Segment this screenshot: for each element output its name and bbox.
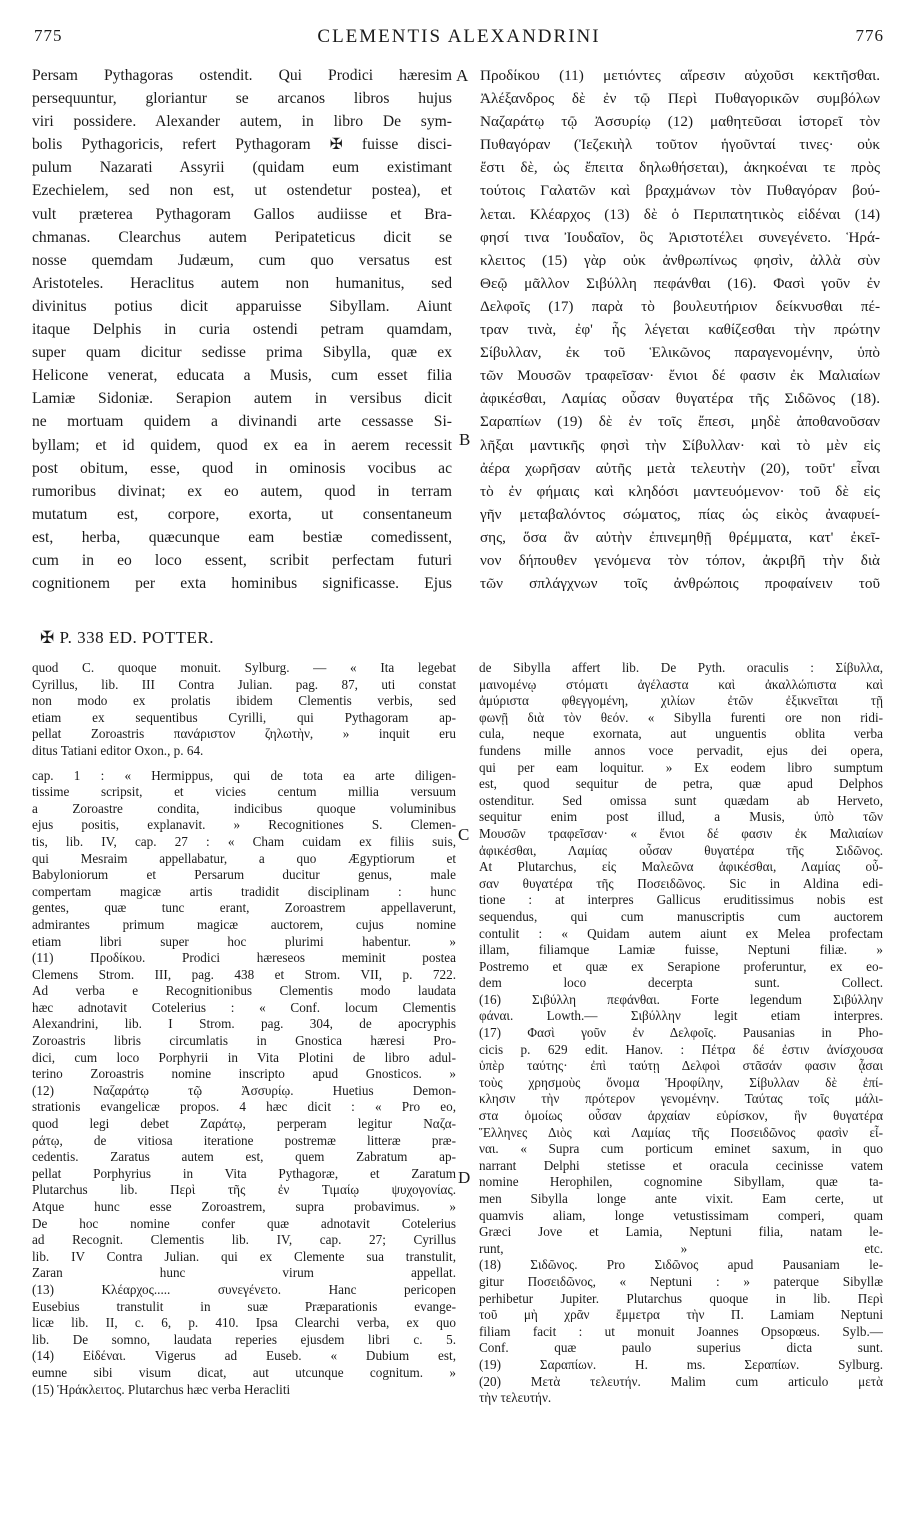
footnote-line: dici, cum loco Porphyrii in Vita Plotini de libro adul- <box>32 1049 456 1065</box>
footnote-line: tione : at interpres Gallicus eruditissimus nobis est <box>479 892 883 908</box>
latin-text-line: rumoribus divinat; ex eo autem, quod in terram <box>32 482 452 500</box>
section-marker-b: B <box>459 430 471 449</box>
footnote-line: μαινομένῳ στόματι ἀγέλαστα καὶ ἀκαλλώπιστα καὶ <box>479 676 883 692</box>
latin-text-line: divinitus potius dicit apparuisse Sibyllam. Aiunt <box>32 297 452 315</box>
latin-text-line: Aristoteles. Heraclitus autem non humanitus, sed <box>32 274 452 292</box>
latin-text-line: viri possidere. Alexander autem, in libro De sym- <box>32 113 452 131</box>
footnote-line: σαν θυγατέρα τῆς Ποσειδῶνος. Sic in Aldina edi- <box>479 875 883 891</box>
page-number-right: 776 <box>855 26 884 45</box>
footnote-line: Zoroastris libris circumlatis in Gnostica hæresi Pro- <box>32 1033 456 1049</box>
footnote-line: (14) Εἰδέναι. Vigerus ad Euseb. « Dubium est, <box>32 1348 456 1364</box>
greek-text-line: τραν τινὰ, ἐφ' ἧς λέγεται καθίζεσθαι τὴν πρώτην <box>480 321 880 339</box>
footnote-line: Conf. quæ paulo superius dicta sunt. <box>479 1340 883 1356</box>
latin-text-line: Persam Pythagoras ostendit. Qui Prodici hæresim <box>32 67 452 84</box>
footnote-line: narrant Delphi stetisse et oracula cecinisse vatem <box>479 1157 883 1173</box>
footnote-line: ράτῳ, de vitiosa iteratione postremæ litteræ præ- <box>32 1132 456 1148</box>
footnote-line: τὴν τελευτήν. <box>479 1390 552 1406</box>
footnote-line: cap. 1 : « Hermippus, qui de tota ea arte diligen- <box>32 767 456 783</box>
footnote-line: (13) Κλέαρχος..... συνεγένετο. Hanc pericopen <box>32 1281 456 1297</box>
footnote-line: fundens mille annos voce pervadit, ejus dei opera, <box>479 742 883 758</box>
footnote-line: men Sibylla longe ante vixit. Eam certe, ut <box>479 1191 883 1206</box>
footnote-line: terino Zoroastris nomine inscripto apud Gnosticos. » <box>32 1066 456 1082</box>
footnote-line: Atque hunc esse Zoroastrem, supra probavimus. » <box>32 1199 456 1214</box>
footnote-line: gitur Ποσειδῶνος, « Neptuni : » paterque Sibyllæ <box>479 1273 883 1289</box>
greek-text-line: ἔστι δὲ, ὡς ἔπειτα δηλωθήσεται), ἀκηκοέναι τε πρὸς <box>480 159 880 177</box>
footnote-line: Plutarchus lib. Περὶ τῆς ἐν Τιμαίῳ ψυχογονίας. <box>32 1182 456 1198</box>
footnotes-left-column <box>32 660 456 1398</box>
footnote-line: Ἕλληνες Διὸς καὶ Λαμίας τῆς Ποσειδῶνος φασὶν εἶ- <box>479 1124 883 1140</box>
greek-text-line: Πυθαγόραν (Ἰεζεκιὴλ τοῦτον ἡγοῦνταί τινες· οὐκ <box>480 136 880 154</box>
footnote-line: cula, neque exornata, aut unguentis oblita verba <box>479 726 883 742</box>
footnote-line: Ad verba e Recognitionibus Clementis modo laudata <box>32 983 456 999</box>
footnote-line: non modo ex prolatis ibidem Clementis verbis, sed <box>32 693 456 709</box>
footnote-line: gentes, quæ tunc erant, Zoroastrem appellaverunt, <box>32 900 456 916</box>
greek-text-line: τὸ ἐν φήμαις καὶ κληδόσι μαντευόμενον· τοῦ δὲ εἰς <box>480 482 880 500</box>
footnote-line: Babyloniorum et Persarum ducitur genus, male <box>32 867 456 883</box>
latin-text-line: mutatum est, corpore, exorta, ut consentaneum <box>32 505 452 523</box>
section-marker-d: D <box>458 1168 471 1187</box>
latin-text-line: est, herba, quæcunque eam bestiæ comedissent, <box>32 528 452 546</box>
footnote-line: runt, » etc. <box>479 1240 883 1256</box>
footnote-line: Zaran hunc virum appellat. <box>32 1265 456 1281</box>
footnote-line: Cyrillus, lib. III Contra Julian. pag. 87, uti constat <box>32 676 456 692</box>
footnote-line: (19) Σαραπίων. H. ms. Σεραπίων. Sylburg. <box>479 1356 883 1372</box>
latin-text-line: chmanas. Clearchus autem Peripateticus dicit se <box>32 228 452 246</box>
footnote-line: (20) Μετὰ τελευτήν. Malim cum articulo μετὰ <box>479 1373 883 1389</box>
greek-text-line: σης, ὅσα ἂν αὐτὴν ἐπινεμηθῇ θρέμματα, κατ' ἐκεῖ- <box>480 528 880 546</box>
latin-main-text <box>32 64 452 595</box>
footnote-line: licæ lib. II, c. 6, p. 410. Ipsa Clearchi verba, ex quo <box>32 1315 456 1331</box>
footnote-line: a Zoroastre condita, indicibus quoque voluminibus <box>32 800 456 816</box>
footnote-line: Alexandrini, lib. I Strom. pag. 304, de apocryphis <box>32 1016 456 1032</box>
footnote-line: de Sibylla affert lib. De Pyth. oraculis : Σίβυλλα, <box>479 660 883 675</box>
footnote-line: compertam magicæ artis tradidit disciplinam : hunc <box>32 883 456 899</box>
footnote-line: quamvis aliam, longe vetustissimam comperi, quam <box>479 1207 883 1223</box>
footnote-line: At Plutarchus, εἰς Μαλεῶνα ἀφικέσθαι, Λαμίας οὖ- <box>479 859 883 875</box>
footnote-line: pellat Porphyrius in Vita Pythagoræ, et Zaratum <box>32 1165 456 1181</box>
greek-text-line: ἀέρα χωρῆσαν αὐτῆς μετὰ τελευτὴν (20), τοῦτ' εἶναι <box>480 459 880 477</box>
latin-text-line: pulum Nazarati Assyrii (quidam eum existimant <box>32 159 452 177</box>
greek-text-line: κλειτος (15) γὰρ οὐκ ἀνθρωπίνως φησὶν, ἀλλὰ σὺν <box>480 251 880 269</box>
footnote-line: (12) Ναζαράτῳ τῷ Ἀσσυρίῳ. Huetius Demon- <box>32 1082 456 1098</box>
latin-text-line: itaque Delphis in curia ostendi petram quamdam, <box>32 321 452 339</box>
latin-text-line: cum in eo loco essent, scribit perfectam futuri <box>32 551 452 569</box>
greek-text-line: Δελφοῖς (17) παρὰ τὸ βουλευτήριον δείκνυσθαι πέ- <box>480 297 880 315</box>
greek-text-line: Σίβυλλαν, ἐκ τοῦ Ἑλικῶνος παραγενομένην, ὑπὸ <box>480 344 880 362</box>
footnote-line: (17) Φασὶ γοῦν ἐν Δελφοῖς. Pausanias in Pho- <box>479 1025 883 1041</box>
footnote-line: etiam libri super hoc plurimi habentur. » <box>32 933 456 949</box>
potter-page-reference: ✠ P. 338 ED. POTTER. <box>40 628 214 647</box>
footnote-line: quod legi debet Ζαράτῳ, perperam legitur Ναζα- <box>32 1116 456 1132</box>
running-title: CLEMENTIS ALEXANDRINI <box>317 26 601 47</box>
latin-text-line: post obitum, esse, quod in ominosis vocibus ac <box>32 459 452 477</box>
footnote-line: Græci Jove et Lamia, Neptuni filia, natam le- <box>479 1224 883 1240</box>
footnote-line: etiam ex sequentibus Cyrilli, qui Pythagoram ap- <box>32 709 456 725</box>
footnote-line: Postremo et quæ ex Serapione proferuntur, ex eo- <box>479 958 883 974</box>
footnote-line: (16) Σιβύλλη πεφάνθαι. Forte legendum Σιβύλλην <box>479 991 883 1007</box>
latin-text-line: persequuntur, gloriantur se arcanos libros hujus <box>32 90 452 108</box>
greek-text-line: Θεῷ μᾶλλον Σιβύλλη πεφάνθαι (16). Φασὶ γοῦν ἐν <box>480 274 880 292</box>
footnote-line: tissime scripsit, et vicies centum millia versuum <box>32 784 456 800</box>
footnote-line: contulit : « Quidam autem aiunt ex Melea profectam <box>479 925 883 941</box>
latin-text-line: nosse quemdam Judæum, cum quo versatus est <box>32 251 452 269</box>
footnote-line: eumne sibi visum dicat, aut utcunque cognitum. » <box>32 1364 456 1380</box>
footnote-line: quod C. quoque monuit. Sylburg. — « Ita legebat <box>32 660 456 675</box>
footnote-line: lib. De somno, laudata reperies ejusdem libri c. 5. <box>32 1331 456 1347</box>
footnote-line: Clemens Strom. III, pag. 438 et Strom. VII, p. 722. <box>32 966 456 982</box>
footnote-line: lib. IV Contra Julian. qui ex Clemente sua transtulit, <box>32 1248 456 1264</box>
footnote-line: ditus Tatiani editor Oxon., p. 64. <box>32 742 204 758</box>
footnote-line: φωνῇ διὰ τὸν θεόν. « Sibylla furenti ore non ridi- <box>479 709 883 725</box>
greek-text-line: λεται. Κλέαρχος (13) δὲ ὁ Περιπατητικὸς εἰδέναι (14) <box>480 205 880 223</box>
footnote-line: ejus positis, explanavit. » Recognitiones S. Clemen- <box>32 817 456 833</box>
footnote-line: ad Recognit. Clementis lib. IV, cap. 27; Cyrillus <box>32 1232 456 1248</box>
footnote-line: ναι. « Supra cum porticum eminet saxum, in quo <box>479 1141 883 1157</box>
greek-text-line: τῶν Μουσῶν τραφεῖσαν· ἔνιοι δέ φασιν ἐκ Μαλιαίων <box>480 367 880 385</box>
footnote-line: pellat Zoroastris πανάριστον ζηλωτὴν, » inquit eru <box>32 726 456 742</box>
greek-text-line: νον δήπουθεν γενόμενα τὸν τόπον, ἀκριβῆ τὴν διὰ <box>480 551 880 569</box>
greek-text-line: τῶν σπλάγχνων τοῖς ἀνθρώποις προφαίνειν τοῦ <box>480 575 880 593</box>
footnote-line <box>32 760 456 768</box>
footnote-line: cicis p. 629 edit. Hanov. : Πέτρα δέ ἐστιν ἀνίσχουσα <box>479 1041 883 1057</box>
greek-text-line: τούτοις Γαλατῶν καὶ βραχμάνων τὸν Πυθαγόραν βού- <box>480 182 880 200</box>
latin-text-line: super quam dicitur sedisse prima Sibylla, quæ ex <box>32 344 452 362</box>
footnote-line: ἀφικέσθαι, Λαμίας οὖσαν θυγατέρα τῆς Σιδῶνος. <box>479 842 883 858</box>
footnote-line: Eusebius transtulit in suæ Præparationis evange- <box>32 1298 456 1314</box>
footnote-line: (15) Ἡράκλειτος. Plutarchus hæc verba Heracliti <box>32 1381 291 1397</box>
greek-text-line: λῆξαι μαντικῆς φησὶ τὴν Σίβυλλαν· καὶ τὸ μὲν εἰς <box>480 436 880 454</box>
footnote-line: cedentis. Zaratus autem est, quem Zabratum ap- <box>32 1149 456 1165</box>
footnote-line: (18) Σιδῶνος. Pro Σιδῶνος apud Pausaniam le- <box>479 1257 883 1273</box>
footnote-line: ἀμύριστα φθεγγομένη, χιλίων ἐτῶν ἐξικνεῖται τῇ <box>479 693 883 709</box>
greek-text-line: Ναζαράτῳ τῷ Ἀσσυρίῳ (12) μαθητεῦσαι ἱστορεῖ τὸν <box>480 113 880 131</box>
latin-text-line: vult præterea Pythagoram Gallos audiisse et Bra- <box>32 205 452 223</box>
footnote-line: ὑπὲρ ταύτης· ἐπὶ ταύτῃ Δελφοὶ στᾶσάν φασιν ᾆσαι <box>479 1058 883 1074</box>
footnote-line: strationis evangelicæ propos. 4 hæc dicit : « Pro eo, <box>32 1099 456 1115</box>
footnote-line: τοῦ μὴ χρᾶν ἔμμετρα τὴν Π. Lamiam Neptuni <box>479 1307 883 1323</box>
footnote-line: qui per eam loquitur. » Ex eodem libro sumptum <box>479 759 883 775</box>
footnotes-right-column <box>479 660 883 1407</box>
footnote-line: admirantes primum magicæ auctorem, cujus nomine <box>32 916 456 932</box>
footnote-line: dem loco decerpta sunt. Collect. <box>479 975 883 991</box>
latin-text-line: bolis Pythagoricis, refert Pythagoram ✠ fuisse disci- <box>32 136 452 154</box>
greek-main-text <box>480 64 880 595</box>
footnote-line: (11) Προδίκου. Prodici hæreseos meminit postea <box>32 950 456 966</box>
latin-text-line: byllam; et id quidem, quod ex ea in aerem recessit <box>32 436 452 454</box>
footnote-line: perhibetur Jupiter. Plutarchus quoque in lib. Περὶ <box>479 1290 883 1306</box>
section-marker-a: A <box>456 66 469 85</box>
footnote-line: De hoc nomine confer quæ adnotavit Cotelerius <box>32 1215 456 1231</box>
latin-text-line: cognitionem per exta hominibus significasse. Ejus <box>32 575 452 593</box>
footnote-line: ostenditur. Sed omissa sunt quædam ab Herveto, <box>479 792 883 808</box>
page-header <box>34 26 884 56</box>
footnote-line: φάναι. Lowth.— Σιβύλλην legit etiam interpres. <box>479 1008 883 1024</box>
footnote-line: nomine Herophilen, cognomine Sibyllam, quæ ta- <box>479 1174 883 1190</box>
footnote-line: Μουσῶν τραφεῖσαν· « ἔνιοι δέ φασιν ἐκ Μαλιαίων <box>479 825 883 841</box>
greek-text-line: Ἀλέξανδρος δὲ ἐν τῷ Περὶ Πυθαγορικῶν συμβόλων <box>480 90 880 108</box>
footnote-line: qui Mesraim appellabatur, a quo Ægyptiorum et <box>32 850 456 866</box>
footnote-line: κλησιν τὴν πρότερον γενομένην. Ταύτας τοῖς μάλι- <box>479 1091 883 1107</box>
footnote-line: στα ὁμοίως οὖσαν ἀρχαίαν εὑρίσκον, ἣν θυγατέρα <box>479 1108 883 1124</box>
footnote-line: sequendus, qui cum manuscriptis cum auctorem <box>479 908 883 924</box>
latin-text-line: ne mortuam quidem a divinandi arte cessasse Si- <box>32 413 452 431</box>
greek-text-line: ἀφικέσθαι, Λαμίας οὖσαν θυγατέρα τῆς Σιδῶνος (18). <box>480 390 880 408</box>
section-marker-c: C <box>458 825 470 844</box>
latin-text-line: Ezechielem, sed non est, ut ostendetur postea), et <box>32 182 452 200</box>
footnote-line: tis, lib. IV, cap. 27 : « Cham cuidam ex filiis suis, <box>32 833 456 849</box>
greek-text-line: γῆν μεταβαλόντος σώματος, πίας ὡς εἰκὸς ἀναφυεί- <box>480 505 880 523</box>
page-number-left: 775 <box>34 26 63 45</box>
footnote-line: sequitur enim post illud, a Musis, ὑπὸ τῶν <box>479 809 883 825</box>
greek-text-line: Σαραπίων (19) δὲ ἐν τοῖς ἔπεσι, μηδὲ ἀποθανοῦσαν <box>480 413 880 431</box>
latin-text-line: Lamiæ Sidoniæ. Serapion autem in versibus dicit <box>32 390 452 408</box>
footnote-line: est, quod sequitur de petra, quæ apud Delphos <box>479 776 883 792</box>
greek-text-line: φησί τινα Ἰουδαῖον, ὃς Ἀριστοτέλει συνεγένετο. Ἡρά- <box>480 228 880 246</box>
greek-text-line: Προδίκου (11) μετιόντες αἵρεσιν αὐχοῦσι κεκτῆσθαι. <box>480 67 880 84</box>
footnote-line: hæc adnotavit Cotelerius : « Conf. locum Clementis <box>32 999 456 1015</box>
latin-text-line: Helicone venerat, educata a Musis, cum esset filia <box>32 367 452 385</box>
footnote-line: filiam facit : ut monuit Joannes Opsopœus. Sylb.— <box>479 1323 883 1339</box>
footnote-line: illam, filiamque Lamiæ fuisse, Neptuni filiæ. » <box>479 942 883 958</box>
footnote-line: τοὺς χρησμοὺς ὄνομα Ἡροφίλην, Σίβυλλαν δὲ ἐπί- <box>479 1074 883 1090</box>
